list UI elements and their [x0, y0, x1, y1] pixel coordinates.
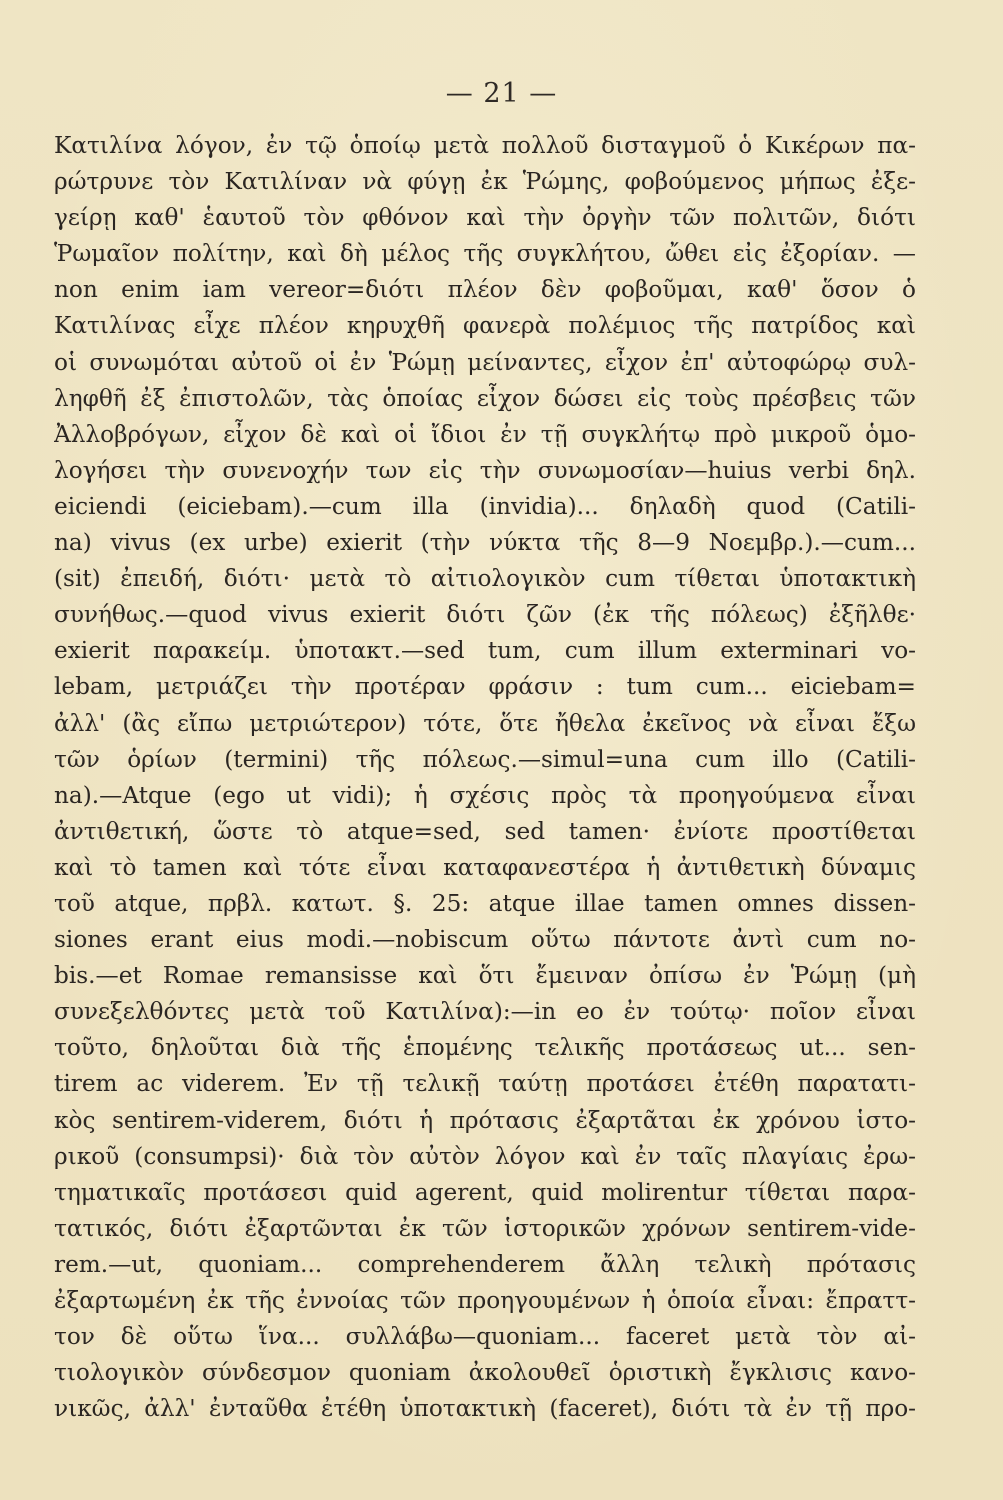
text-line: τιολογικὸν σύνδεσμον quoniam ἀκολουθεῖ ὁριστικὴ ἔγκλισις κανο-	[54, 1359, 916, 1387]
text-line: bis.—et Romae remansisse καὶ ὅτι ἔμειναν ὀπίσω ἐν Ῥώμῃ (μὴ	[54, 962, 916, 990]
text-line: Ἀλλοβρόγων, εἶχον δὲ καὶ οἱ ἴδιοι ἐν τῇ συγκλήτῳ πρὸ μικροῦ ὁμο-	[54, 420, 916, 448]
text-line: τηματικαῖς προτάσεσι quid agerent, quid molirentur τίθεται παρα-	[54, 1178, 916, 1206]
text-line: (sit) ἐπειδή, διότι· μετὰ τὸ αἰτιολογικὸν cum τίθεται ὑποτακτικὴ	[54, 565, 916, 593]
text-line: τοῦτο, δηλοῦται διὰ τῆς ἑπομένης τελικῆς προτάσεως ut... sen-	[54, 1034, 916, 1062]
text-line: exierit παρακείμ. ὑποτακτ.—sed tum, cum illum exterminari vo-	[54, 637, 916, 665]
text-line: τῶν ὁρίων (termini) τῆς πόλεως.—simul=una cum illo (Catili-	[54, 745, 916, 773]
text-line: γείρῃ καθ' ἑαυτοῦ τὸν φθόνον καὶ τὴν ὀργὴν τῶν πολιτῶν, διότι	[54, 204, 916, 232]
text-line: ἀλλ' (ἂς εἴπω μετριώτερον) τότε, ὅτε ἤθελα ἐκεῖνος νὰ εἶναι ἔξω	[54, 709, 916, 737]
text-line: συνήθως.—quod vivus exierit διότι ζῶν (ἐκ τῆς πόλεως) ἐξῆλθε·	[54, 601, 916, 629]
text-line: non enim iam vereor=διότι πλέον δὲν φοβοῦμαι, καθ' ὅσον ὁ	[54, 276, 916, 304]
text-line: οἱ συνωμόται αὐτοῦ οἱ ἐν Ῥώμῃ μείναντες, εἶχον ἐπ' αὐτοφώρῳ συλ-	[54, 348, 916, 376]
text-line: na).—Atque (ego ut vidi); ἡ σχέσις πρὸς τὰ προηγούμενα εἶναι	[54, 781, 916, 809]
text-line: tirem ac viderem. Ἐν τῇ τελικῇ ταύτῃ προτάσει ἐτέθη παρατατι-	[54, 1070, 916, 1098]
text-line: Ῥωμαῖον πολίτην, καὶ δὴ μέλος τῆς συγκλήτου, ὤθει εἰς ἐξορίαν. —	[54, 240, 916, 268]
text-line: συνεξελθόντες μετὰ τοῦ Κατιλίνα):—in eo ἐν τούτῳ· ποῖον εἶναι	[54, 998, 916, 1026]
text-line: τον δὲ οὕτω ἵνα... συλλάβω—quoniam... faceret μετὰ τὸν αἰ-	[54, 1323, 916, 1351]
text-line: na) vivus (ex urbe) exierit (τὴν νύκτα τῆς 8—9 Νοεμβρ.).—cum...	[54, 529, 916, 557]
text-line: ρικοῦ (consumpsi)· διὰ τὸν αὐτὸν λόγον καὶ ἐν ταῖς πλαγίαις ἐρω-	[54, 1142, 916, 1170]
text-line: καὶ τὸ tamen καὶ τότε εἶναι καταφανεστέρα ἡ ἀντιθετικὴ δύναμις	[54, 853, 916, 881]
text-line: lebam, μετριάζει τὴν προτέραν φράσιν : tum cum... eiciebam=	[54, 673, 916, 701]
body-text	[54, 128, 916, 1427]
text-line: siones erant eius modi.—nobiscum οὕτω πάντοτε ἀντὶ cum no-	[54, 926, 916, 954]
text-line: ἐξαρτωμένη ἐκ τῆς ἐννοίας τῶν προηγουμένων ἡ ὁποία εἶναι: ἔπραττ-	[54, 1287, 916, 1314]
text-line: ληφθῆ ἐξ ἐπιστολῶν, τὰς ὁποίας εἶχον δώσει εἰς τοὺς πρέσβεις τῶν	[54, 384, 916, 412]
text-line: τοῦ atque, πρβλ. κατωτ. §. 25: atque illae tamen omnes dissen-	[54, 889, 916, 917]
text-line: τατικός, διότι ἐξαρτῶνται ἐκ τῶν ἱστορικῶν χρόνων sentirem-vide-	[54, 1214, 916, 1242]
text-line: eiciendi (eiciebam).—cum illa (invidia)... δηλαδὴ quod (Catili-	[54, 492, 916, 520]
text-line: λογήσει τὴν συνενοχήν των εἰς τὴν συνωμοσίαν—huius verbi δηλ.	[54, 456, 916, 484]
text-line: ρώτρυνε τὸν Κατιλίναν νὰ φύγῃ ἐκ Ῥώμης, φοβούμενος μήπως ἐξε-	[54, 168, 916, 196]
text-line: Κατιλίνα λόγον, ἐν τῷ ὁποίῳ μετὰ πολλοῦ δισταγμοῦ ὁ Κικέρων πα-	[54, 132, 916, 159]
text-line: Κατιλίνας εἶχε πλέον κηρυχθῆ φανερὰ πολέμιος τῆς πατρίδος καὶ	[54, 312, 916, 340]
text-line: νικῶς, ἀλλ' ἐνταῦθα ἐτέθη ὑποτακτικὴ (faceret), διότι τὰ ἐν τῇ προ-	[54, 1395, 916, 1423]
text-line: rem.—ut, quoniam... comprehenderem ἄλλη τελικὴ πρότασις	[54, 1250, 916, 1278]
text-line: κὸς sentirem-viderem, διότι ἡ πρότασις ἐξαρτᾶται ἐκ χρόνου ἱστο-	[54, 1106, 916, 1134]
text-line: ἀντιθετική, ὥστε τὸ atque=sed, sed tamen· ἐνίοτε προστίθεται	[54, 817, 916, 845]
page-number: — 21 —	[445, 78, 558, 109]
